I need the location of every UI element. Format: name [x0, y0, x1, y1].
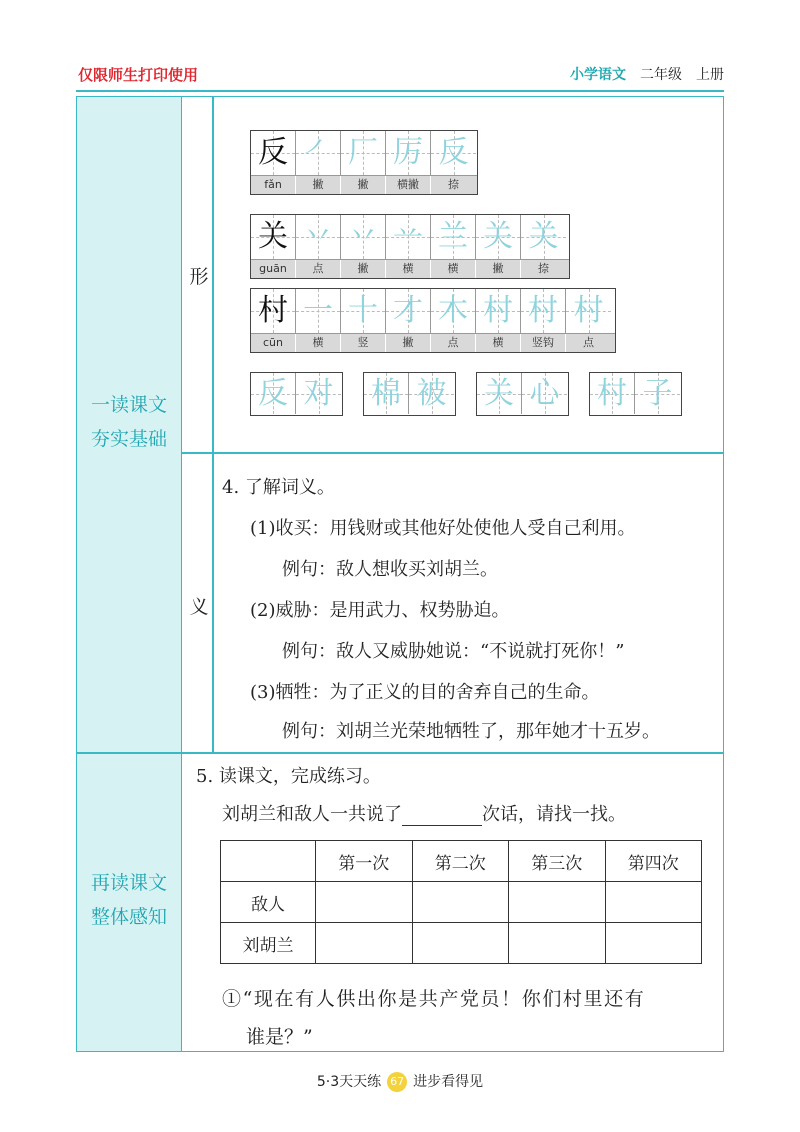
q4-example-1: 例句：敌人想收买刘胡兰。 — [282, 559, 498, 580]
q4-def-3: (3)牺牲：为了正义的目的舍弃自己的生命。 — [250, 682, 600, 703]
stroke-box-guan — [250, 214, 570, 279]
sub-column-divider — [212, 96, 214, 752]
answer-cell[interactable] — [316, 923, 413, 964]
page-footer — [0, 1071, 800, 1092]
char-cell: 村 — [251, 289, 296, 333]
answer-cell[interactable] — [316, 882, 413, 923]
q4-def-1: (1)收买：用钱财或其他好处使他人受自己利用。 — [250, 518, 636, 539]
stroke-step: 厂 — [341, 131, 386, 175]
stroke-box-fan — [250, 130, 478, 195]
subsection-divider — [182, 452, 724, 454]
stroke-step: 木 — [431, 289, 476, 333]
stroke-name: 点 — [431, 334, 476, 352]
stroke-step: 村 — [476, 289, 521, 333]
stroke-name: 竖钩 — [521, 334, 566, 352]
table-row — [221, 882, 702, 923]
table-header-cell: 第四次 — [605, 841, 702, 882]
sub-label-yi: 义 — [189, 596, 209, 618]
stroke-step: 兰 — [431, 215, 476, 259]
stroke-step: 厉 — [386, 131, 431, 175]
print-notice: 仅限师生打印使用 — [78, 66, 199, 84]
word-char: 关 — [477, 373, 522, 414]
word-box-fandui — [250, 372, 343, 416]
q5-quote-line1: ①“现在有人供出你是共产党员！你们村里还有 — [222, 988, 646, 1010]
word-char: 心 — [522, 373, 567, 414]
q5-prompt — [222, 800, 626, 826]
table-header-cell — [221, 841, 316, 882]
word-char: 对 — [296, 373, 341, 414]
stroke-name: 撇 — [341, 176, 386, 194]
stroke-name: 横 — [476, 334, 521, 352]
section-1-line1: 一读课文 — [90, 394, 167, 416]
word-char: 棉 — [364, 373, 409, 414]
stroke-step: ㇒ — [296, 131, 341, 175]
word-char: 反 — [251, 373, 296, 414]
q4-def-2: (2)威胁：是用武力、权势胁迫。 — [250, 600, 510, 621]
stroke-step: 反 — [431, 131, 476, 175]
word-box-mianbei — [363, 372, 456, 416]
stroke-name: 捺 — [448, 178, 459, 191]
q5-prompt-before: 刘胡兰和敌人一共说了 — [222, 804, 402, 825]
stroke-name: 撇 — [341, 260, 386, 278]
stroke-name: 竖 — [341, 334, 386, 352]
answer-cell[interactable] — [605, 882, 702, 923]
section-1-line2: 夯实基础 — [90, 428, 167, 450]
section-divider — [76, 752, 724, 754]
table-row — [221, 923, 702, 964]
word-char: 子 — [635, 373, 680, 414]
footer-series: 5·3天天练 — [316, 1074, 382, 1090]
stroke-step: 十 — [341, 289, 386, 333]
sub-label-xing: 形 — [189, 266, 209, 288]
grade-label: 二年级 — [640, 67, 682, 83]
subject-label: 小学语文 — [570, 67, 626, 83]
table-header-row — [221, 841, 702, 882]
footer-slogan: 进步看得见 — [413, 1074, 484, 1090]
stroke-name: 撇 — [296, 176, 341, 194]
header-divider — [76, 90, 724, 92]
word-char: 村 — [590, 373, 635, 414]
pinyin: cūn — [251, 334, 296, 352]
answer-cell[interactable] — [412, 923, 509, 964]
stroke-name: 横 — [296, 334, 341, 352]
table-header-cell: 第一次 — [316, 841, 413, 882]
q5-title: 5. 读课文，完成练习。 — [196, 766, 381, 787]
answer-cell[interactable] — [605, 923, 702, 964]
answer-blank[interactable] — [402, 807, 482, 826]
section-2-label — [76, 866, 182, 934]
book-info — [570, 64, 724, 84]
dialogue-table — [220, 840, 702, 964]
stroke-step: 一 — [296, 289, 341, 333]
answer-cell[interactable] — [509, 923, 606, 964]
volume-label: 上册 — [696, 67, 724, 83]
pinyin: guān — [251, 260, 296, 278]
word-char: 被 — [409, 373, 454, 414]
q5-prompt-after: 次话，请找一找。 — [482, 804, 626, 825]
word-box-guanxin — [476, 372, 569, 416]
q4-title: 4. 了解词义。 — [222, 477, 335, 498]
table-header-cell: 第三次 — [509, 841, 606, 882]
pinyin: fǎn — [251, 176, 296, 194]
q4-example-2: 例句：敌人又威胁她说：“不说就打死你！” — [282, 641, 625, 662]
section-2-line2: 整体感知 — [90, 906, 167, 928]
section-2-line1: 再读课文 — [90, 872, 167, 894]
q5-quote-line2: 谁是？” — [246, 1026, 313, 1048]
stroke-name: 捺 — [538, 262, 549, 275]
q4-example-3: 例句：刘胡兰光荣地牺牲了，那年她才十五岁。 — [282, 721, 660, 742]
section-1-label — [76, 388, 182, 456]
stroke-name: 点 — [583, 336, 594, 349]
row-label: 敌人 — [221, 882, 316, 923]
answer-cell[interactable] — [412, 882, 509, 923]
row-label: 刘胡兰 — [221, 923, 316, 964]
stroke-step: 䒑 — [386, 215, 431, 259]
stroke-box-cun — [250, 288, 616, 353]
stroke-name: 撇 — [476, 260, 521, 278]
stroke-name: 横撇 — [386, 176, 431, 194]
page-number: 67 — [387, 1072, 407, 1092]
stroke-step: 村 — [521, 289, 566, 333]
table-header-cell: 第二次 — [412, 841, 509, 882]
word-box-cunzi — [589, 372, 682, 416]
stroke-step: 丷 — [341, 215, 386, 259]
char-cell: 关 — [251, 215, 296, 259]
stroke-name: 横 — [431, 260, 476, 278]
stroke-step: 村 — [566, 289, 611, 333]
answer-cell[interactable] — [509, 882, 606, 923]
stroke-name: 横 — [386, 260, 431, 278]
stroke-step: 关 — [521, 215, 566, 259]
stroke-name: 撇 — [386, 334, 431, 352]
stroke-step: 才 — [386, 289, 431, 333]
stroke-step: 关 — [476, 215, 521, 259]
stroke-name: 点 — [296, 260, 341, 278]
stroke-step: 丷 — [296, 215, 341, 259]
char-cell: 反 — [251, 131, 296, 175]
